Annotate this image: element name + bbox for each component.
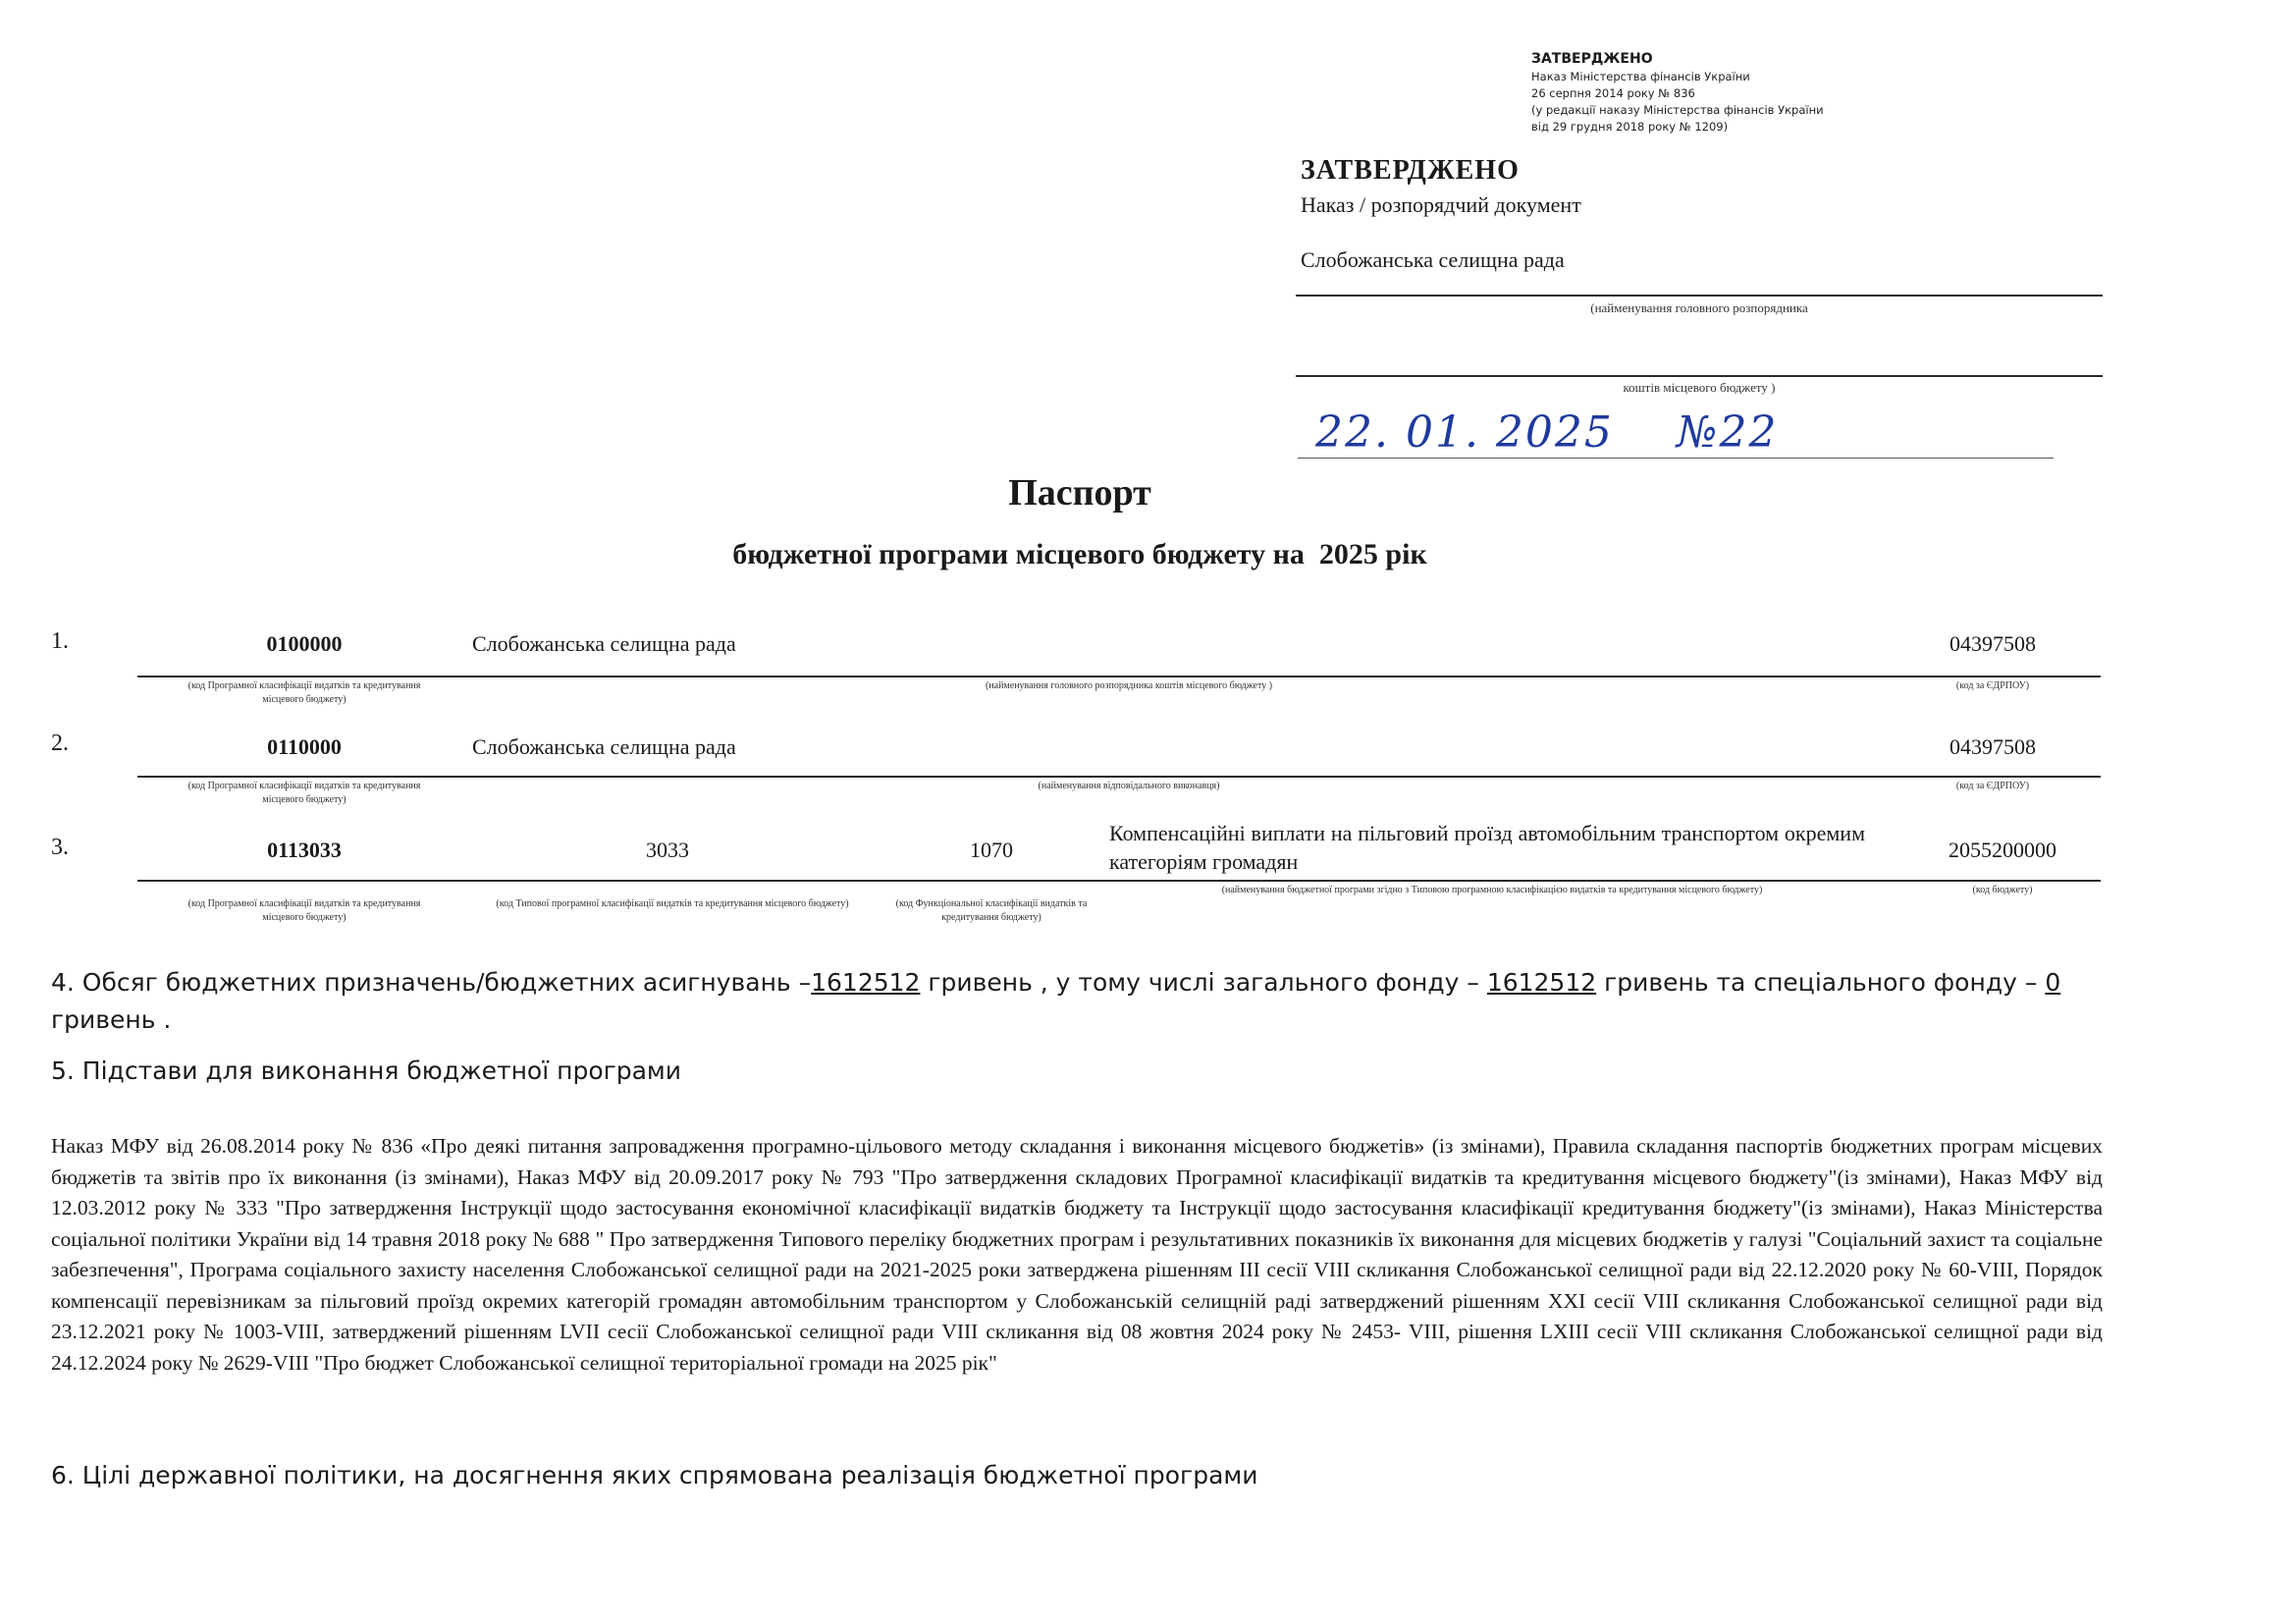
section-4-budget-volume <box>51 964 2103 1039</box>
row-program-code: 0110000 <box>267 734 342 759</box>
order-line: Наказ Міністерства фінансів України <box>1531 70 1750 83</box>
section-4-text: гривень . <box>51 1005 172 1034</box>
total-amount: 1612512 <box>811 968 921 997</box>
order-title: ЗАТВЕРДЖЕНО <box>1531 51 1653 67</box>
section-5-title: 5. Підстави для виконання бюджетної програми <box>51 1056 682 1085</box>
order-block <box>1531 49 1944 135</box>
row-number: 1. <box>51 628 69 654</box>
row-budget-code: 2055200000 <box>1949 838 2056 862</box>
approval-doc-type: Наказ / розпорядчий документ <box>1301 192 1581 217</box>
approval-org: Слобожанська селищна рада <box>1301 247 1565 272</box>
section-4-text: гривень та спеціального фонду – <box>1596 968 2046 997</box>
order-line: 26 серпня 2014 року № 836 <box>1531 86 1695 100</box>
section-5-body: Наказ МФУ від 26.08.2014 року № 836 «Про деякі питання запровадження програмно-цільового методу складання і виконання місцевого бюджетів» (із змінами), Правила складання паспортів бюджетних програм місцевих бюджетів та звітів про їх виконання (із змінами), Наказ МФУ від 20.09.2017 року № 793 "Про затвердження складових Програмної класифікації видатків та кредитування місцевого бюджету"(із змінами), Наказ МФУ від 12.03.2012 року № 333 "Про затвердження Інструкції щодо застосування економічної класифікації видатків бюджету та Інструкції щодо застосування класифікації кредитування бюджету"(із змінами), Наказ Міністерства соціальної політики України від 14 травня 2018 року № 688 " Про затвердження Типового переліку бюджетних програм і результативних показників їх виконання для місцевих бюджетів у галузі "Соціальний захист та соціальне забезпечення", Програма соціального захисту населення Слобожанської селищної ради на 2021-2025 роки затверджена рішенням ІІІ сесії VIII скликання Слобожанської селищної ради від 22.12.2020 року № 60-VIII, Порядок компенсації перевізникам за пільговий проїзд окремих категорій громадян автомобільним транспортом у Слобожанській селищній раді затверджений рішенням XXI сесії VIII скликання Слобожанської селищної ради від 23.12.2021 року № 1003-VIII, затверджений рішенням LVII сесії Слобожанської селищної ради VIII скликання від 08 жовтня 2024 року № 2453- VIII, рішення LXIII сесії VIII скликання Слобожанської селищної ради від 24.12.2024 року № 2629-VIII "Про бюджет Слобожанської селищної територіальної громади на 2025 рік" <box>51 1134 2103 1375</box>
row-line <box>137 776 2101 778</box>
approval-title: ЗАТВЕРДЖЕНО <box>1301 155 1520 186</box>
row-org-name: Слобожанська селищна рада <box>472 734 736 759</box>
row-caption-edrpou: (код за ЄДРПОУ) <box>1955 781 2030 791</box>
special-fund-amount: 0 <box>2045 968 2061 997</box>
row-program-name: Компенсаційні виплати на пільговий проїзд автомобільним транспортом окремим категоріям громадян <box>1109 821 1865 874</box>
section-4-text: 4. Обсяг бюджетних призначень/бюджетних асигнувань – <box>51 968 812 997</box>
approval-org-line <box>1296 295 2103 297</box>
row-caption-name: (найменування головного розпорядника коштів місцевого бюджету ) <box>985 680 1273 691</box>
row-edrpou: 04397508 <box>1949 734 2036 759</box>
handwritten-underline <box>1298 458 2054 459</box>
section-4-text: гривень , у тому числі загального фонду – <box>920 968 1487 997</box>
approval-caption-2: коштів місцевого бюджету ) <box>1623 380 1776 395</box>
row-caption-name: (найменування бюджетної програми згідно з Типовою програмною класифікацією видатків та кредитування місцевого бюджету) <box>1221 885 1763 895</box>
row-line <box>137 676 2101 677</box>
row-caption-edrpou: (код за ЄДРПОУ) <box>1955 680 2030 691</box>
page-subtitle: бюджетної програми місцевого бюджету на 2025 рік <box>732 538 1427 570</box>
approval-line-2 <box>1296 375 2103 377</box>
row-program-code: 0100000 <box>266 631 343 656</box>
row-caption-typical: (код Типової програмної класифікації видатків та кредитування місцевого бюджету) <box>496 898 849 909</box>
row-caption-name: (найменування відповідального виконавця) <box>1038 781 1220 791</box>
handwritten-date-number: 22. 01. 2025 №22 <box>1315 407 1779 458</box>
approval-caption-1: (найменування головного розпорядника <box>1590 300 1808 315</box>
row-program-code: 0113033 <box>267 838 342 862</box>
row-number: 2. <box>51 731 69 756</box>
section-6-title: 6. Цілі державної політики, на досягнення яких спрямована реалізація бюджетної програми <box>51 1461 1258 1489</box>
row-typical-code: 3033 <box>646 838 689 862</box>
page-title: Паспорт <box>1008 472 1151 514</box>
row-org-name: Слобожанська селищна рада <box>472 631 736 656</box>
row-number: 3. <box>51 835 69 860</box>
general-fund-amount: 1612512 <box>1486 968 1597 997</box>
row-line <box>137 880 2101 882</box>
row-caption-budget: (код бюджету) <box>1972 885 2033 895</box>
row-caption-func: (код Функціональної класифікації видатків та кредитування бюджету) <box>895 898 1088 923</box>
order-line: (у редакції наказу Міністерства фінансів України <box>1531 103 1824 117</box>
row-caption-code: (код Програмної класифікації видатків та кредитування місцевого бюджету) <box>187 680 421 705</box>
row-caption-code: (код Програмної класифікації видатків та кредитування місцевого бюджету) <box>187 781 421 805</box>
order-line: від 29 грудня 2018 року № 1209) <box>1531 120 1729 134</box>
row-func-code: 1070 <box>970 838 1013 862</box>
row-edrpou: 04397508 <box>1949 631 2036 656</box>
row-caption-code: (код Програмної класифікації видатків та кредитування місцевого бюджету) <box>187 898 421 923</box>
